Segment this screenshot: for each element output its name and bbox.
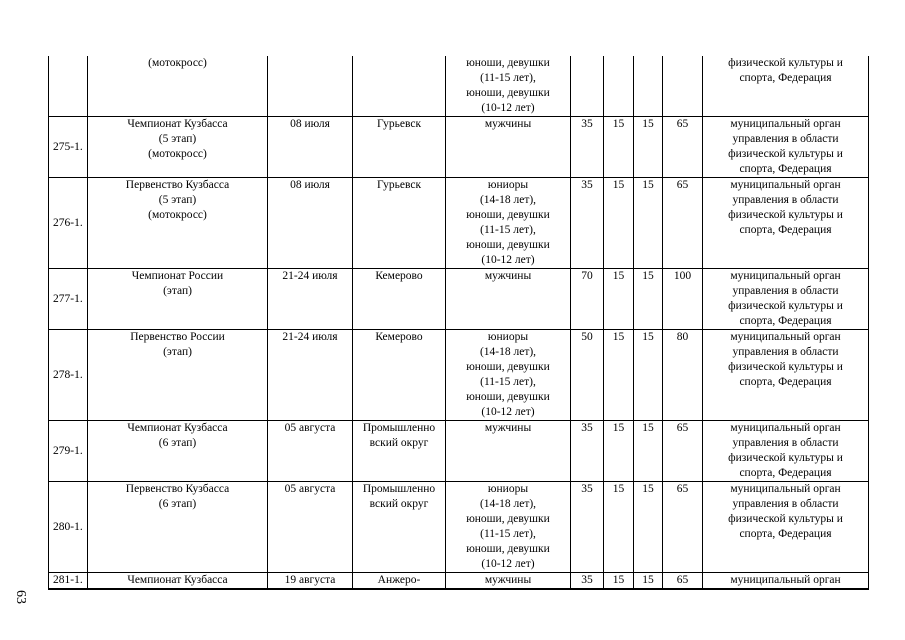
row-number: 279-1. [49, 421, 88, 482]
count-col-3 [634, 56, 663, 117]
count-col-3: 15 [634, 573, 663, 590]
organizer: муниципальный орган управления в области физической культуры и спорта, Федерация [703, 330, 869, 421]
organizer: муниципальный орган управления в области физической культуры и спорта, Федерация [703, 178, 869, 269]
count-col-1: 35 [571, 421, 604, 482]
schedule-table [48, 56, 869, 590]
count-col-1: 35 [571, 482, 604, 573]
event-name: (мотокросс) [88, 56, 268, 117]
participant-group: юноши, девушки (11-15 лет), юноши, девушки (10-12 лет) [446, 56, 571, 117]
count-total: 65 [663, 178, 703, 269]
event-place: Гурьевск [353, 117, 446, 178]
count-col-3: 15 [634, 178, 663, 269]
row-number [49, 56, 88, 117]
organizer: муниципальный орган управления в области физической культуры и спорта, Федерация [703, 269, 869, 330]
count-col-3: 15 [634, 117, 663, 178]
organizer: муниципальный орган управления в области физической культуры и спорта, Федерация [703, 117, 869, 178]
table-row [49, 178, 869, 269]
count-col-2: 15 [604, 482, 634, 573]
event-name: Чемпионат Кузбасса (5 этап) (мотокросс) [88, 117, 268, 178]
event-name: Первенство Кузбасса (6 этап) [88, 482, 268, 573]
event-place: Кемерово [353, 330, 446, 421]
count-total: 65 [663, 421, 703, 482]
count-col-1: 35 [571, 573, 604, 590]
count-col-1: 50 [571, 330, 604, 421]
count-col-2: 15 [604, 330, 634, 421]
count-col-3: 15 [634, 330, 663, 421]
event-date: 19 августа [268, 573, 353, 590]
event-date: 05 августа [268, 482, 353, 573]
event-date: 21-24 июля [268, 269, 353, 330]
event-date: 05 августа [268, 421, 353, 482]
count-col-2 [604, 56, 634, 117]
count-col-2: 15 [604, 117, 634, 178]
row-number: 275-1. [49, 117, 88, 178]
count-col-2: 15 [604, 573, 634, 590]
count-col-1: 35 [571, 117, 604, 178]
row-number: 278-1. [49, 330, 88, 421]
event-date: 21-24 июля [268, 330, 353, 421]
event-place: Промышленно вский округ [353, 482, 446, 573]
count-col-3: 15 [634, 421, 663, 482]
participant-group: юниоры (14-18 лет), юноши, девушки (11-15 лет), юноши, девушки (10-12 лет) [446, 178, 571, 269]
row-number: 276-1. [49, 178, 88, 269]
event-place: Анжеро- [353, 573, 446, 590]
count-total [663, 56, 703, 117]
organizer: муниципальный орган управления в области физической культуры и спорта, Федерация [703, 421, 869, 482]
event-name: Чемпионат Кузбасса [88, 573, 268, 590]
count-col-1 [571, 56, 604, 117]
count-col-2: 15 [604, 178, 634, 269]
event-date [268, 56, 353, 117]
participant-group: мужчины [446, 117, 571, 178]
row-number: 280-1. [49, 482, 88, 573]
participant-group: мужчины [446, 421, 571, 482]
event-place: Кемерово [353, 269, 446, 330]
organizer: муниципальный орган управления в области физической культуры и спорта, Федерация [703, 482, 869, 573]
participant-group: мужчины [446, 269, 571, 330]
table-row [49, 482, 869, 573]
event-name: Чемпионат России (этап) [88, 269, 268, 330]
table-row [49, 117, 869, 178]
count-total: 65 [663, 573, 703, 590]
participant-group: юниоры (14-18 лет), юноши, девушки (11-15 лет), юноши, девушки (10-12 лет) [446, 330, 571, 421]
count-col-1: 35 [571, 178, 604, 269]
table-row [49, 421, 869, 482]
count-total: 100 [663, 269, 703, 330]
count-col-2: 15 [604, 421, 634, 482]
event-name: Чемпионат Кузбасса (6 этап) [88, 421, 268, 482]
count-total: 65 [663, 117, 703, 178]
event-date: 08 июля [268, 117, 353, 178]
count-col-2: 15 [604, 269, 634, 330]
count-total: 80 [663, 330, 703, 421]
table-row [49, 573, 869, 590]
table-row [49, 269, 869, 330]
participant-group: мужчины [446, 573, 571, 590]
table-row [49, 330, 869, 421]
event-date: 08 июля [268, 178, 353, 269]
count-col-1: 70 [571, 269, 604, 330]
event-place [353, 56, 446, 117]
event-name: Первенство России (этап) [88, 330, 268, 421]
count-total: 65 [663, 482, 703, 573]
organizer: муниципальный орган [703, 573, 869, 590]
organizer: физической культуры и спорта, Федерация [703, 56, 869, 117]
page-number: 63 [13, 590, 28, 604]
participant-group: юниоры (14-18 лет), юноши, девушки (11-15 лет), юноши, девушки (10-12 лет) [446, 482, 571, 573]
event-name: Первенство Кузбасса (5 этап) (мотокросс) [88, 178, 268, 269]
row-number: 281-1. [49, 573, 88, 590]
event-place: Промышленно вский округ [353, 421, 446, 482]
count-col-3: 15 [634, 482, 663, 573]
event-place: Гурьевск [353, 178, 446, 269]
table-row [49, 56, 869, 117]
row-number: 277-1. [49, 269, 88, 330]
count-col-3: 15 [634, 269, 663, 330]
